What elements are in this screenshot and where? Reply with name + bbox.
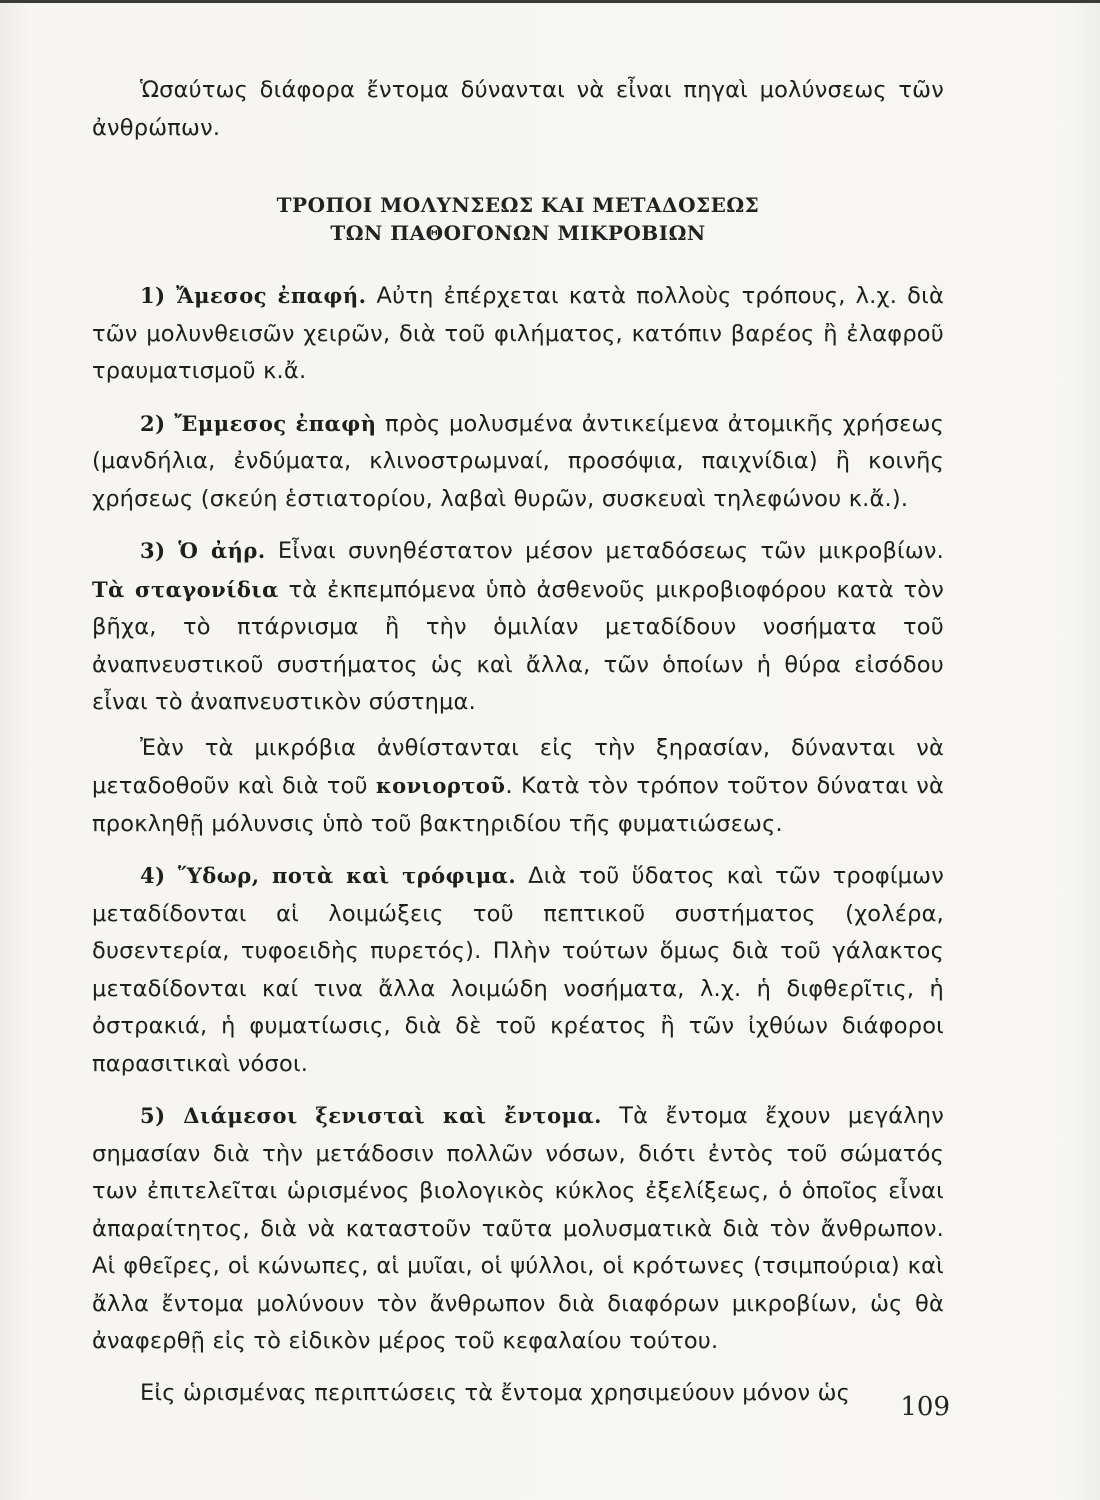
intro-paragraph: Ὡσαύτως διάφορα ἔντομα δύνανται νὰ εἶναι πηγαὶ μολύνσεως τῶν ἀνθρώπων. [92, 77, 944, 141]
item-dust [92, 730, 944, 844]
item-text: Εἰς ὡρισμένας περιπτώσεις τὰ ἔντομα χρησιμεύουν μόνον ὡς [140, 1379, 851, 1406]
page-body [92, 72, 944, 1412]
item-text: Αὐτη ἐπέρχεται κατὰ πολλοὺς τρόπους, λ.χ. διὰ τῶν μολυνθεισῶν χειρῶν, διὰ τοῦ φιλήματος, κατόπιν βαρέος ἢ ἐλαφροῦ τραυματισμοῦ κ.ἄ. [92, 283, 944, 384]
item-label: 1) Ἄμεσος ἐπαφή. [140, 283, 367, 308]
item-text: Εἶναι συνηθέστατον μέσον μεταδόσεως τῶν μικροβίων. [265, 538, 944, 564]
heading-line-1: ΤΡΟΠΟΙ ΜΟΛΥΝΣΕΩΣ ΚΑΙ ΜΕΤΑΔΟΣΕΩΣ [276, 193, 760, 217]
item-text: Διὰ τοῦ ὕδατος καὶ τῶν τροφίμων μεταδίδονται αἱ λοιμώξεις τοῦ πεπτικοῦ συστήματος (χολέρα, δυσεντερία, τυφοειδὴς πυρετός). Πλὴν τούτων ὅμως διὰ τοῦ γάλακτος μεταδίδονται καί τινα ἄλλα λοιμώδη νοσήματα, λ.χ. ἡ διφθερῖτις, ἡ ὀστρακιά, ἡ φυματίωσις, διὰ δὲ τοῦ κρέατος ἢ τῶν ἰχθύων διάφοροι παρασιτικαὶ νόσοι. [92, 863, 944, 1077]
closing-paragraph [92, 1375, 944, 1413]
item-label: 4) Ὕδωρ, ποτὰ καὶ τρόφιμα. [140, 863, 517, 888]
item-text: τὰ ἐκπεμπόμενα ὑπὸ ἀσθενοῦς μικροβιοφόρου κατὰ τὸν βῆχα, τὸ πτάρνισμα ἢ τὴν ὁμιλίαν μεταδίδουν νοσήματα τοῦ ἀναπνευστικοῦ συστήματος ὡς καὶ ἄλλα, τῶν ὁποίων ἡ θύρα εἰσόδου εἶναι τὸ ἀναπνευστικὸν σύστημα. [92, 576, 944, 715]
item-sublabel: Τὰ σταγονίδια [92, 576, 279, 602]
section-heading [92, 191, 944, 247]
item-text: πρὸς μολυσμένα ἀντικείμενα ἀτομικῆς χρήσεως (μανδήλια, ἐνδύματα, κλινοστρωμναί, προσόψια, παιχνίδια) ἢ κοινῆς χρήσεως (σκεύη ἑστιατορίου, λαβαὶ θυρῶν, συσκευαὶ τηλεφώνου κ.ἄ.). [92, 410, 944, 512]
item-sublabel: κονιορτοῦ [375, 773, 506, 798]
item-water-food [92, 857, 944, 1083]
page-number: 109 [900, 1392, 950, 1422]
item-text: . Κατὰ τὸν τρόπον τοῦτον δύναται νὰ προκληθῇ μόλυνσις ὑπὸ τοῦ βακτηριδίου τῆς φυματιώσεως. [92, 773, 944, 837]
heading-line-2: ΤΩΝ ΠΑΘΟΓΟΝΩΝ ΜΙΚΡΟΒΙΩΝ [330, 221, 706, 245]
item-text: Ἐὰν τὰ μικρόβια ἀνθίστανται εἰς τὴν ξηρασίαν, δύνανται νὰ μεταδοθοῦν καὶ διὰ τοῦ [92, 734, 944, 799]
item-air [92, 532, 944, 722]
item-label: 3) Ὁ ἀήρ. [140, 538, 266, 563]
item-label: 5) Διάμεσοι ξενισταὶ καὶ ἔντομα. [140, 1103, 602, 1128]
scan-edge-line [0, 0, 1100, 3]
item-text: Τὰ ἔντομα ἔχουν μεγάλην σημασίαν διὰ τὴν μετάδοσιν πολλῶν νόσων, διότι ἐντὸς τοῦ σώματός των ἐπιτελεῖται ὡρισμένος βιολογικὸς κύκλος ἐξελίξεως, ὁ ὁποῖος εἶναι ἀπαραίτητος, διὰ νὰ καταστοῦν ταῦτα μολυσματικὰ διὰ τὸν ἄνθρωπον. Αἱ φθεῖρες, οἱ κώνωπες, αἱ μυῖαι, οἱ ψύλλοι, οἱ κρότωνες (τσιμπούρια) καὶ ἄλλα ἔντομα μολύνουν τὸν ἄνθρωπον διὰ διαφόρων μικροβίων, ὡς θὰ ἀναφερθῇ εἰς τὸ εἰδικὸν μέρος τοῦ κεφαλαίου τούτου. [92, 1103, 944, 1354]
item-insects [92, 1097, 944, 1361]
item-label: 2) Ἔμμεσος ἐπαφὴ [140, 410, 377, 436]
item-indirect-contact [92, 405, 944, 519]
item-direct-contact [92, 277, 944, 391]
